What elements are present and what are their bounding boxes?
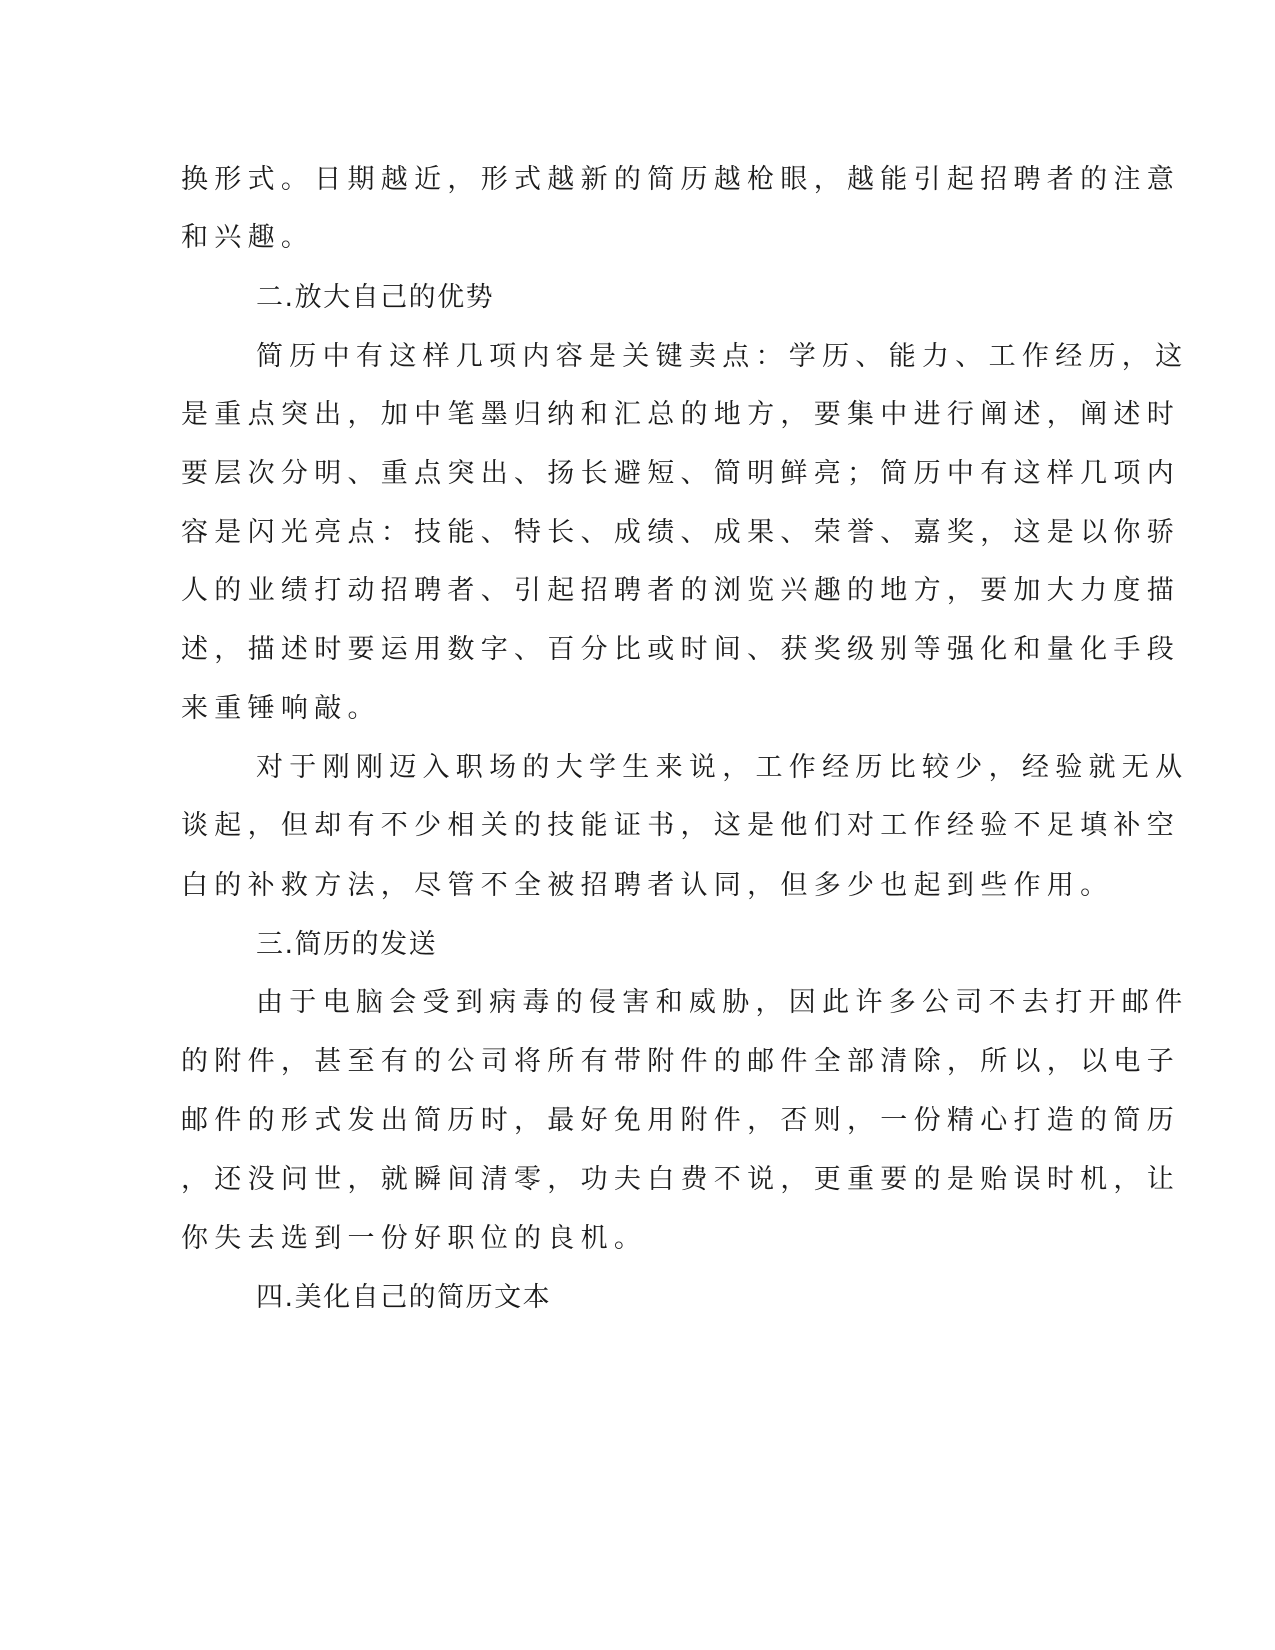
- paragraph-line: 白的补救方法，尽管不全被招聘者认同，但多少也起到些作用。: [181, 870, 1114, 901]
- paragraph-line: 和兴趣。: [181, 222, 315, 253]
- paragraph-line: 来重锤响敲。: [181, 693, 381, 724]
- paragraph-line: 由于电脑会受到病毒的侵害和威胁，因此许多公司不去打开邮件: [256, 987, 1189, 1018]
- paragraph-line: 简历中有这样几项内容是关键卖点：学历、能力、工作经历，这: [256, 341, 1189, 372]
- section-heading: 二.放大自己的优势: [256, 282, 495, 313]
- paragraph-line: 邮件的形式发出简历时，最好免用附件，否则，一份精心打造的简历: [181, 1105, 1180, 1136]
- section-heading: 四.美化自己的简历文本: [256, 1282, 552, 1313]
- paragraph-line: 对于刚刚迈入职场的大学生来说，工作经历比较少，经验就无从: [256, 752, 1189, 783]
- paragraph-line: 容是闪光亮点：技能、特长、成绩、成果、荣誉、嘉奖，这是以你骄: [181, 517, 1180, 548]
- paragraph-line: ，还没问世，就瞬间清零，功夫白费不说，更重要的是贻误时机，让: [181, 1164, 1180, 1195]
- paragraph-line: 谈起，但却有不少相关的技能证书，这是他们对工作经验不足填补空: [181, 810, 1180, 841]
- section-heading: 三.简历的发送: [256, 929, 438, 960]
- paragraph-line: 是重点突出，加中笔墨归纳和汇总的地方，要集中进行阐述，阐述时: [181, 399, 1180, 430]
- paragraph-line: 要层次分明、重点突出、扬长避短、简明鲜亮；简历中有这样几项内: [181, 458, 1180, 489]
- paragraph-line: 换形式。日期越近，形式越新的简历越枪眼，越能引起招聘者的注意: [181, 164, 1180, 195]
- paragraph-line: 的附件，甚至有的公司将所有带附件的邮件全部清除，所以，以电子: [181, 1046, 1180, 1077]
- paragraph-line: 述，描述时要运用数字、百分比或时间、获奖级别等强化和量化手段: [181, 634, 1180, 665]
- paragraph-line: 你失去选到一份好职位的良机。: [181, 1223, 648, 1254]
- paragraph-line: 人的业绩打动招聘者、引起招聘者的浏览兴趣的地方，要加大力度描: [181, 575, 1180, 606]
